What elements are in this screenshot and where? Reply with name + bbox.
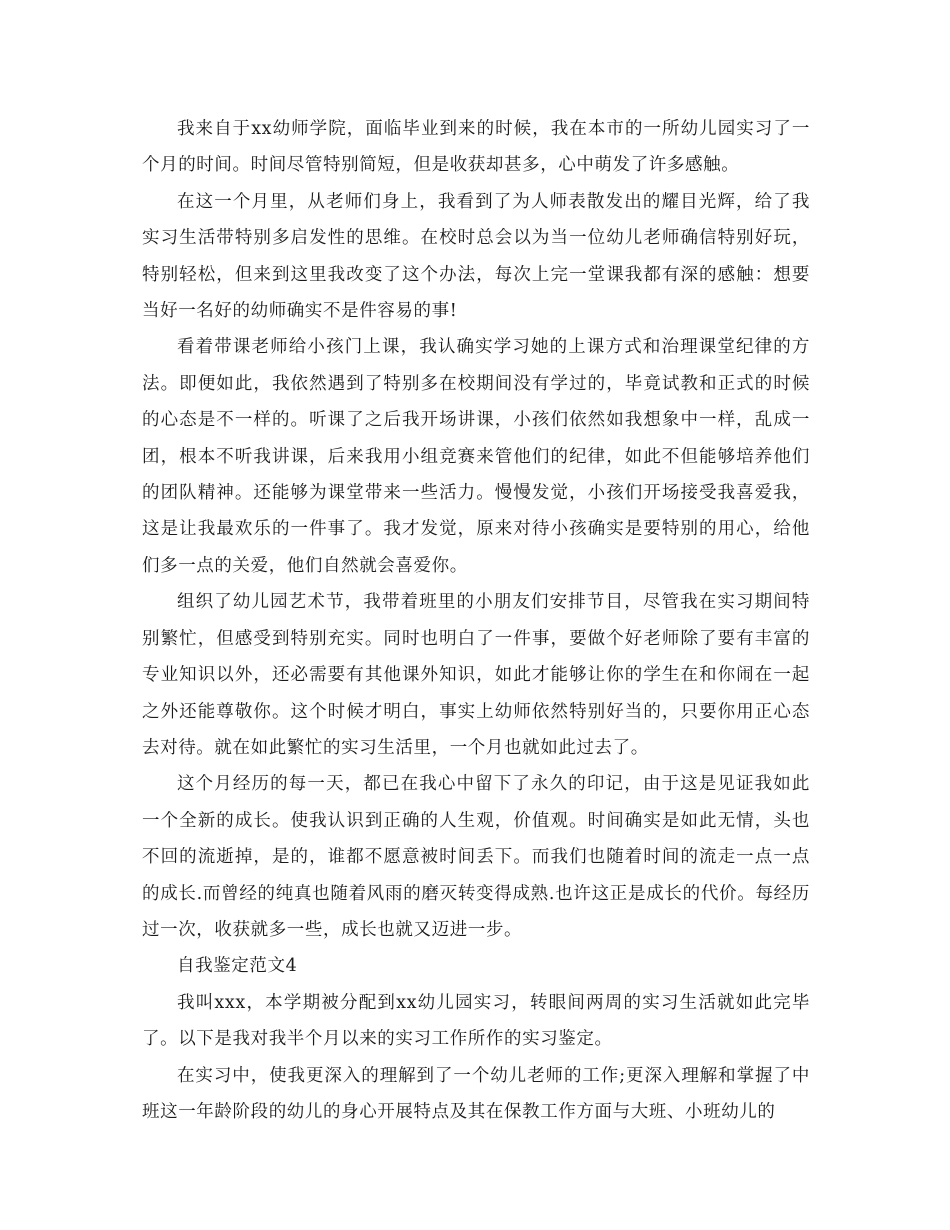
paragraph-7: 在实习中，使我更深入的理解到了一个幼儿老师的工作;更深入理解和掌握了中班这一年龄阶段的幼儿的身心开展特点及其在保教工作方面与大班、小班幼儿的 xyxy=(142,1065,810,1122)
paragraph-4: 组织了幼儿园艺术节，我带着班里的小朋友们安排节目，尽管我在实习期间特别繁忙，但感受到特别充实。同时也明白了一件事，要做个好老师除了要有丰富的专业知识以外，还必需要有其他课外知识，如此才能够让你的学生在和你闹在一起之外还能尊敬你。这个时候才明白，事实上幼师依然特别好当的，只要你用正心态去对待。就在如此繁忙的实习生活里，一个月也就如此过去了。 xyxy=(142,592,810,758)
paragraph-2: 在这一个月里，从老师们身上，我看到了为人师表散发出的耀目光辉，给了我实习生活带特别多启发性的思维。在校时总会以为当一位幼儿老师确信特别好玩，特别轻松，但来到这里我改变了这个办法，每次上完一堂课我都有深的感触：想要当好一名好的幼师确实不是件容易的事! xyxy=(142,191,810,322)
paragraph-1: 我来自于xx幼师学院，面临毕业到来的时候，我在本市的一所幼儿园实习了一个月的时间。时间尽管特别简短，但是收获却甚多，心中萌发了许多感触。 xyxy=(142,119,810,176)
paragraph-5: 这个月经历的每一天，都已在我心中留下了永久的印记，由于这是见证我如此一个全新的成长。使我认识到正确的人生观，价值观。时间确实是如此无情，头也不回的流逝掉，是的，谁都不愿意被时间丢下。而我们也随着时间的流走一点一点的成长.而曾经的纯真也随着风雨的磨灭转变得成熟.也许这正是成长的代价。每经历过一次，收获就多一些，成长也就又迈进一步。 xyxy=(142,774,810,940)
paragraph-6: 我叫xxx，本学期被分配到xx幼儿园实习，转眼间两周的实习生活就如此完毕了。以下是我对我半个月以来的实习工作所作的实习鉴定。 xyxy=(142,992,810,1050)
section-heading: 自我鉴定范文4 xyxy=(177,956,298,977)
document-body xyxy=(142,111,810,1130)
paragraph-3: 看着带课老师给小孩门上课，我认确实学习她的上课方式和治理课堂纪律的方法。即便如此，我依然遇到了特别多在校期间没有学过的，毕竟试教和正式的时候的心态是不一样的。听课了之后我开场讲课，小孩们依然如我想象中一样，乱成一团，根本不听我讲课，后来我用小组竞赛来管他们的纪律，如此不但能够培养他们的团队精神。还能够为课堂带来一些活力。慢慢发觉，小孩们开场接受我喜爱我，这是让我最欢乐的一件事了。我才发觉，原来对待小孩确实是要特别的用心，给他们多一点的关爱，他们自然就会喜爱你。 xyxy=(142,337,810,576)
